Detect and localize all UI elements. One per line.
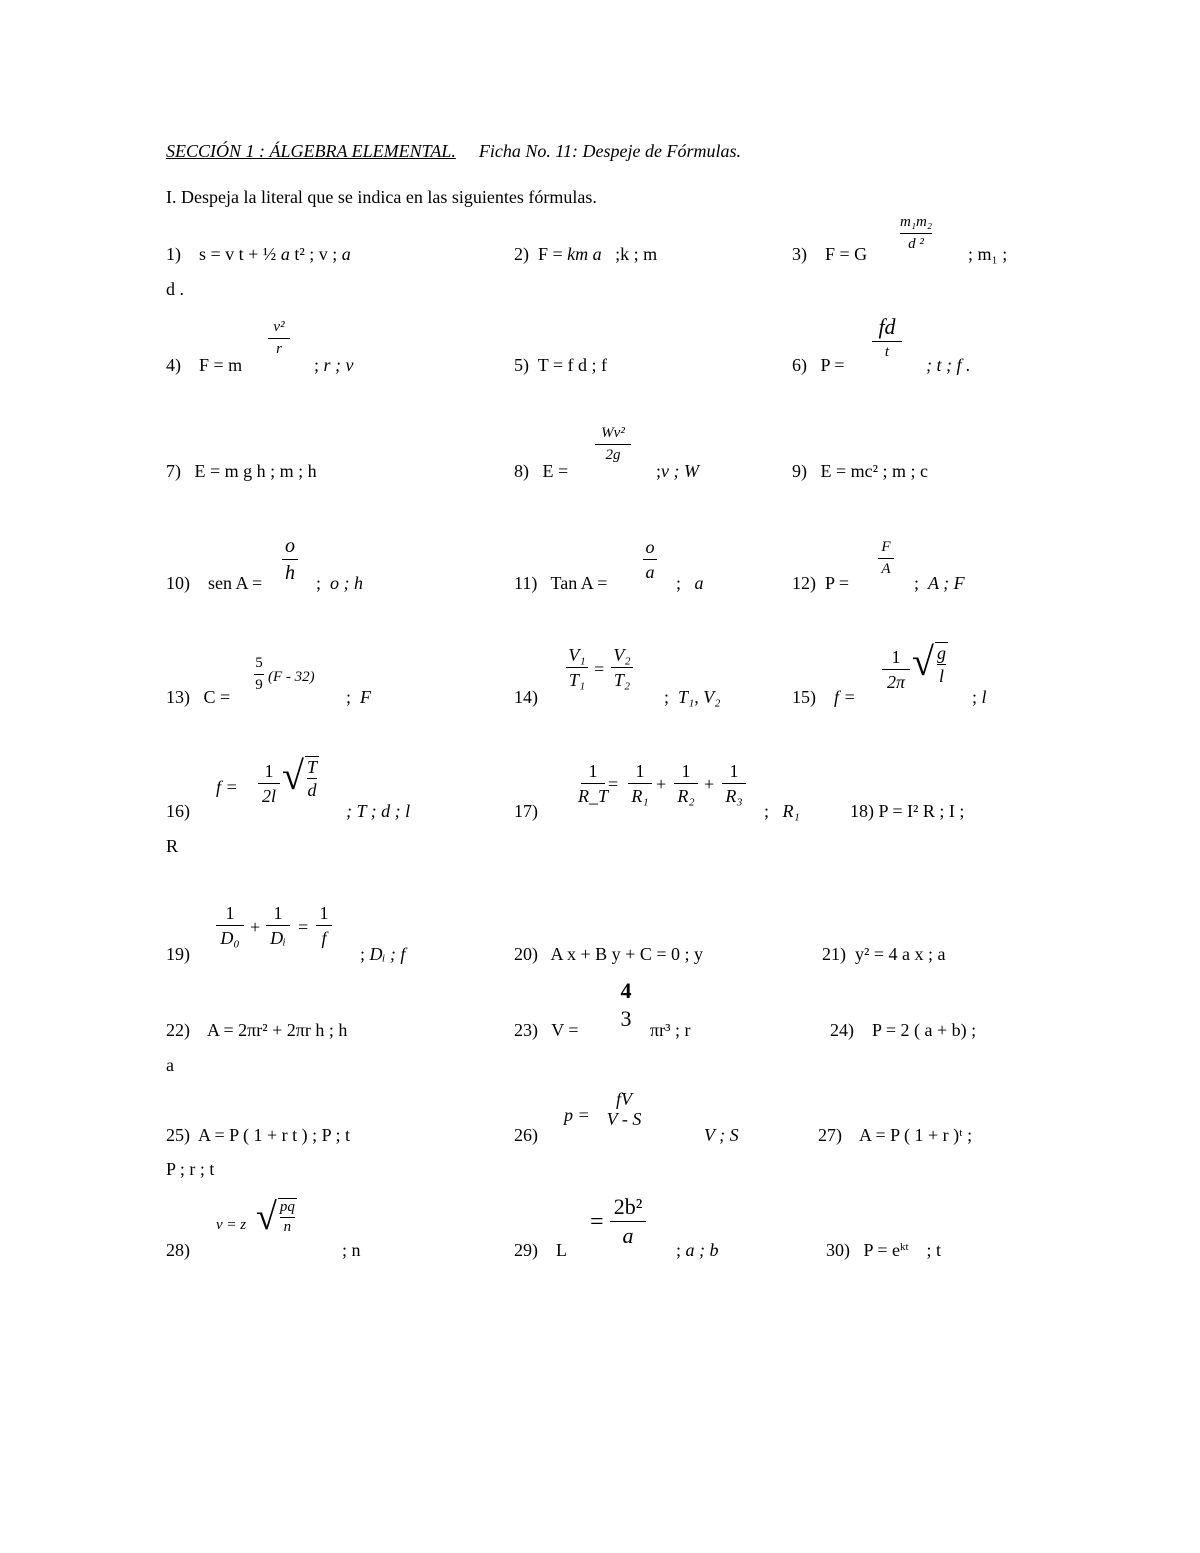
exercise-20: 20) A x + B y + C = 0 ; y	[514, 944, 703, 964]
exercise-17-frac-r1: 1 R₁	[628, 762, 652, 805]
exercise-29: 29) L	[514, 1240, 567, 1260]
exercise-22-wrap: a	[166, 1055, 174, 1075]
exercise-17-number: 17)	[514, 801, 538, 821]
exercise-13: 13) C =	[166, 687, 231, 707]
exercise-17-frac-rt: 1 R_T	[578, 761, 609, 806]
exercise-10-fraction: o h	[282, 536, 298, 583]
exercise-14-left-fraction: V₁ T₁	[566, 646, 588, 689]
exercise-19-vars: ; Dᵢ ; f	[360, 944, 406, 964]
exercise-19-frac-do: 1 D₀	[216, 904, 244, 947]
exercise-30: 30) $P = e^{kt}$ ; t	[826, 1240, 942, 1260]
exercise-18: 18) P = I² R ; I ;	[850, 801, 965, 821]
exercise-26-fraction: fV V - S	[606, 1089, 642, 1129]
exercise-12-vars: ; A ; F	[914, 573, 965, 593]
exercise-14-vars: ; T₁, V₂	[664, 687, 721, 707]
exercise-4: 4) F = m	[166, 355, 243, 375]
exercise-17-plus-1: +	[656, 774, 667, 794]
exercise-25: 25) A = P ( 1 + r t ) ; P ; t	[166, 1125, 350, 1145]
exercise-17-frac-r3: 1 R₃	[722, 762, 746, 805]
instruction-text: I. Despeja la literal que se indica en las siguientes fórmulas.	[166, 187, 597, 207]
exercise-10: 10) sen A =	[166, 573, 263, 593]
exercise-9: 9) E = mc² ; m ; c	[792, 461, 929, 481]
exercise-28-number: 28)	[166, 1240, 190, 1260]
exercise-12: 12) P =	[792, 573, 849, 593]
exercise-4-fraction: v² r	[268, 320, 290, 357]
exercise-8-fraction: Wv² 2g	[595, 426, 631, 463]
exercise-16-fraction: 1 2l	[258, 762, 280, 805]
exercise-26-lhs: p =	[564, 1105, 590, 1125]
exercise-23: 23) V =	[514, 1020, 579, 1040]
exercise-15: 15) f =	[792, 687, 856, 707]
exercise-19-equals: =	[298, 917, 309, 937]
exercise-16-sqrt: √ T d	[282, 753, 317, 800]
exercise-28-sqrt: √ pq n	[256, 1196, 295, 1238]
exercise-12-fraction: F A	[878, 540, 894, 577]
exercise-15-sqrt: √ g l	[912, 639, 946, 686]
exercise-19-plus: +	[250, 917, 261, 937]
exercise-27: 27) A = P ( 1 + r )ᵗ ;	[818, 1125, 973, 1145]
exercise-15-vars: ; l	[972, 687, 987, 707]
exercise-23-vars: πr³ ; r	[650, 1020, 691, 1040]
exercise-15-fraction: 1 2π	[882, 648, 910, 691]
exercise-3-vars: ; m₁ ;	[968, 244, 1008, 264]
exercise-3-fraction: m₁m₂ d ²	[900, 214, 933, 252]
exercise-26-number: 26)	[514, 1125, 538, 1145]
exercise-28-vars: ; n	[342, 1240, 361, 1260]
exercise-1: 1) s = v t + ½ a t² ; v ; a	[166, 244, 351, 264]
exercise-23-fraction: 4 3	[620, 978, 632, 1031]
exercise-13-fraction: 5 9	[255, 655, 263, 693]
exercise-13-paren: (F - 32)	[268, 669, 315, 685]
exercise-6: 6) P =	[792, 355, 845, 375]
exercise-17-plus-2: +	[704, 774, 715, 794]
exercise-25-wrap: P ; r ; t	[166, 1159, 215, 1179]
ficha-title: Ficha No. 11: Despeje de Fórmulas.	[478, 141, 741, 161]
exercise-5: 5) T = f d ; f	[514, 355, 607, 375]
exercise-1-wrap: d .	[166, 279, 184, 299]
exercise-19-frac-f: 1 f	[316, 904, 332, 947]
exercise-13-vars: ; F	[346, 687, 372, 707]
exercise-16-vars: ; T ; d ; l	[346, 801, 411, 821]
exercise-29-equals: =	[590, 1209, 604, 1235]
exercise-6-fraction: fd t	[872, 316, 902, 360]
exercise-28-lhs: v = z	[216, 1217, 247, 1233]
exercise-6-vars: ; t ; f .	[926, 355, 971, 375]
section-title: SECCIÓN 1 : ÁLGEBRA ELEMENTAL.	[166, 141, 456, 161]
exercise-19-frac-di: 1 Dᵢ	[266, 904, 290, 947]
exercise-17-frac-r2: 1 R₂	[674, 762, 698, 805]
exercise-17-vars: ; R₁	[764, 801, 800, 821]
exercise-11-fraction: o a	[643, 538, 657, 581]
exercise-16-number: 16)	[166, 801, 190, 821]
exercise-11: 11) Tan A =	[514, 573, 608, 593]
exercise-14-right-fraction: V₂ T₂	[611, 646, 633, 689]
exercise-8: 8) E =	[514, 461, 569, 481]
exercise-29-vars: ; a ; b	[676, 1240, 719, 1260]
exercise-8-vars: ;v ; W	[656, 461, 699, 481]
exercise-3: 3) F = G	[792, 244, 868, 264]
exercise-19-number: 19)	[166, 944, 190, 964]
exercise-22: 22) A = 2πr² + 2πr h ; h	[166, 1020, 348, 1040]
exercise-14-number: 14)	[514, 687, 538, 707]
exercise-24: 24) P = 2 ( a + b) ;	[830, 1020, 977, 1040]
page-header	[166, 142, 741, 160]
exercise-14-equals: =	[594, 659, 605, 679]
exercise-29-fraction: 2b² a	[610, 1196, 646, 1247]
exercise-16-lhs: f =	[216, 777, 238, 797]
exercise-4-vars: ; r ; v	[314, 355, 354, 375]
exercise-21: 21) y² = 4 a x ; a	[822, 944, 946, 964]
exercise-17-equals: =	[608, 774, 619, 794]
exercise-16-wrap: R	[166, 836, 179, 856]
exercise-2: 2) F = km a ;k ; m	[514, 244, 658, 264]
exercise-10-vars: ; o ; h	[316, 573, 364, 593]
exercise-26-vars: V ; S	[704, 1125, 739, 1145]
exercise-11-vars: ; a	[676, 573, 704, 593]
exercise-7: 7) E = m g h ; m ; h	[166, 461, 317, 481]
